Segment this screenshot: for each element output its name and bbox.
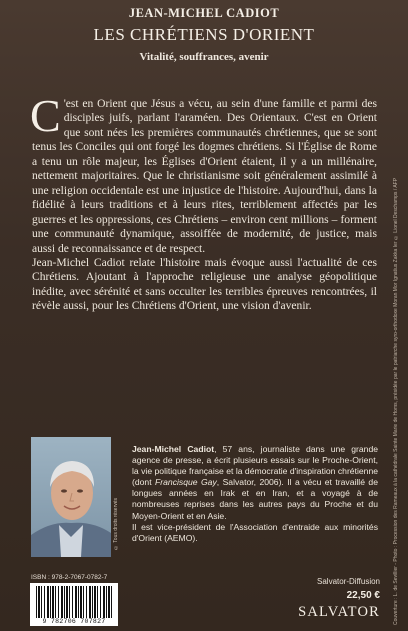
isbn-label: ISBN : 978-2-7067-0782-7 — [31, 574, 108, 581]
photo-credit: © Tous droits réservés — [113, 497, 119, 550]
bio-paragraph-1 — [132, 444, 378, 522]
barcode-bars — [36, 586, 112, 618]
drop-cap: C — [30, 90, 61, 141]
bio-author-name: Jean-Michel Cadiot — [132, 444, 215, 454]
blurb-paragraph-1-text: 'est en Orient que Jésus a vécu, au sein d'une famille et parmi des disciples juifs, parlant l'araméen. Des Orientaux. C'est en Orient que sont nées les premières communautés chrétiennes, que se sont tenus les Conciles qui ont forgé les dogmes chrétiens. Si l'Église de Rome a tenu un rôle majeur, les Églises d'Orient étaient, il y a un millénaire, nettement majoritaires. Que le christianisme soit généralement assimilé à une religion occidentale est une injustice de l'histoire. Aujourd'hui, dans la fidélité à leurs traditions et à leurs rites, terriblement affectés par les guerres et les oppressions, ces Chrétiens – environ cent millions – forment une communauté dynamique, assoiffée de modernité, de justice, mais aussi de reconnaissance et de respect. — [32, 98, 377, 255]
blurb-paragraph-1 — [30, 90, 377, 256]
book-title: LES CHRÉTIENS D'ORIENT — [93, 25, 315, 44]
price: 22,50 € — [346, 590, 380, 601]
publisher-logo: SALVATOR — [298, 604, 380, 620]
cover-credit: Couverture : L. de Sevillier - Photo : Procession des Rameaux à la cathédrale Sainte Marie de Homs, présidée par le patriarche syro-orthodoxe Moran Mor Ignatius Zakka Ier © Lionel Deschamps / AFP — [393, 177, 399, 625]
book-subtitle: Vitalité, souffrances, avenir — [139, 51, 269, 63]
author-portrait-image — [31, 437, 111, 557]
barcode — [30, 583, 118, 626]
author-name-header: JEAN-MICHEL CADIOT — [128, 6, 280, 20]
barcode-digits: 9 782706 707827 — [42, 618, 106, 625]
author-bio — [132, 444, 378, 544]
bio-paragraph-2: Il est vice-président de l'Association d'entraide aux minorités d'Orient (AEMO). — [132, 521, 378, 543]
back-cover-blurb — [30, 90, 377, 314]
bio-text-2: , Salvator, 2006). Il a vécu et travaillé de longues années en Irak et en Iran, et a voyagé à de nombreuses reprises dans les autres pays du Proche et du Moyen-Orient et en Asie. — [132, 477, 378, 521]
distributor-name: Salvator-Diffusion — [317, 577, 380, 586]
author-photo — [31, 437, 111, 557]
bio-book-title: Francisque Gay — [155, 477, 217, 488]
blurb-paragraph-2: Jean-Michel Cadiot relate l'histoire mais évoque aussi l'actualité de ces Chrétiens. Ajoutant à l'approche religieuse une analyse géopolitique inédite, avec sérénité et sans occulter les terribles épreuves rencontrées, il révèle aussi, pour les Chrétiens d'Orient, une vision d'avenir. — [32, 256, 377, 313]
bio-text-1: , 57 ans, journaliste dans une grande agence de presse, a écrit plusieurs essais sur le Proche-Orient, la vie politique française et la démocratie d'inspiration chrétienne (dont — [132, 444, 378, 488]
